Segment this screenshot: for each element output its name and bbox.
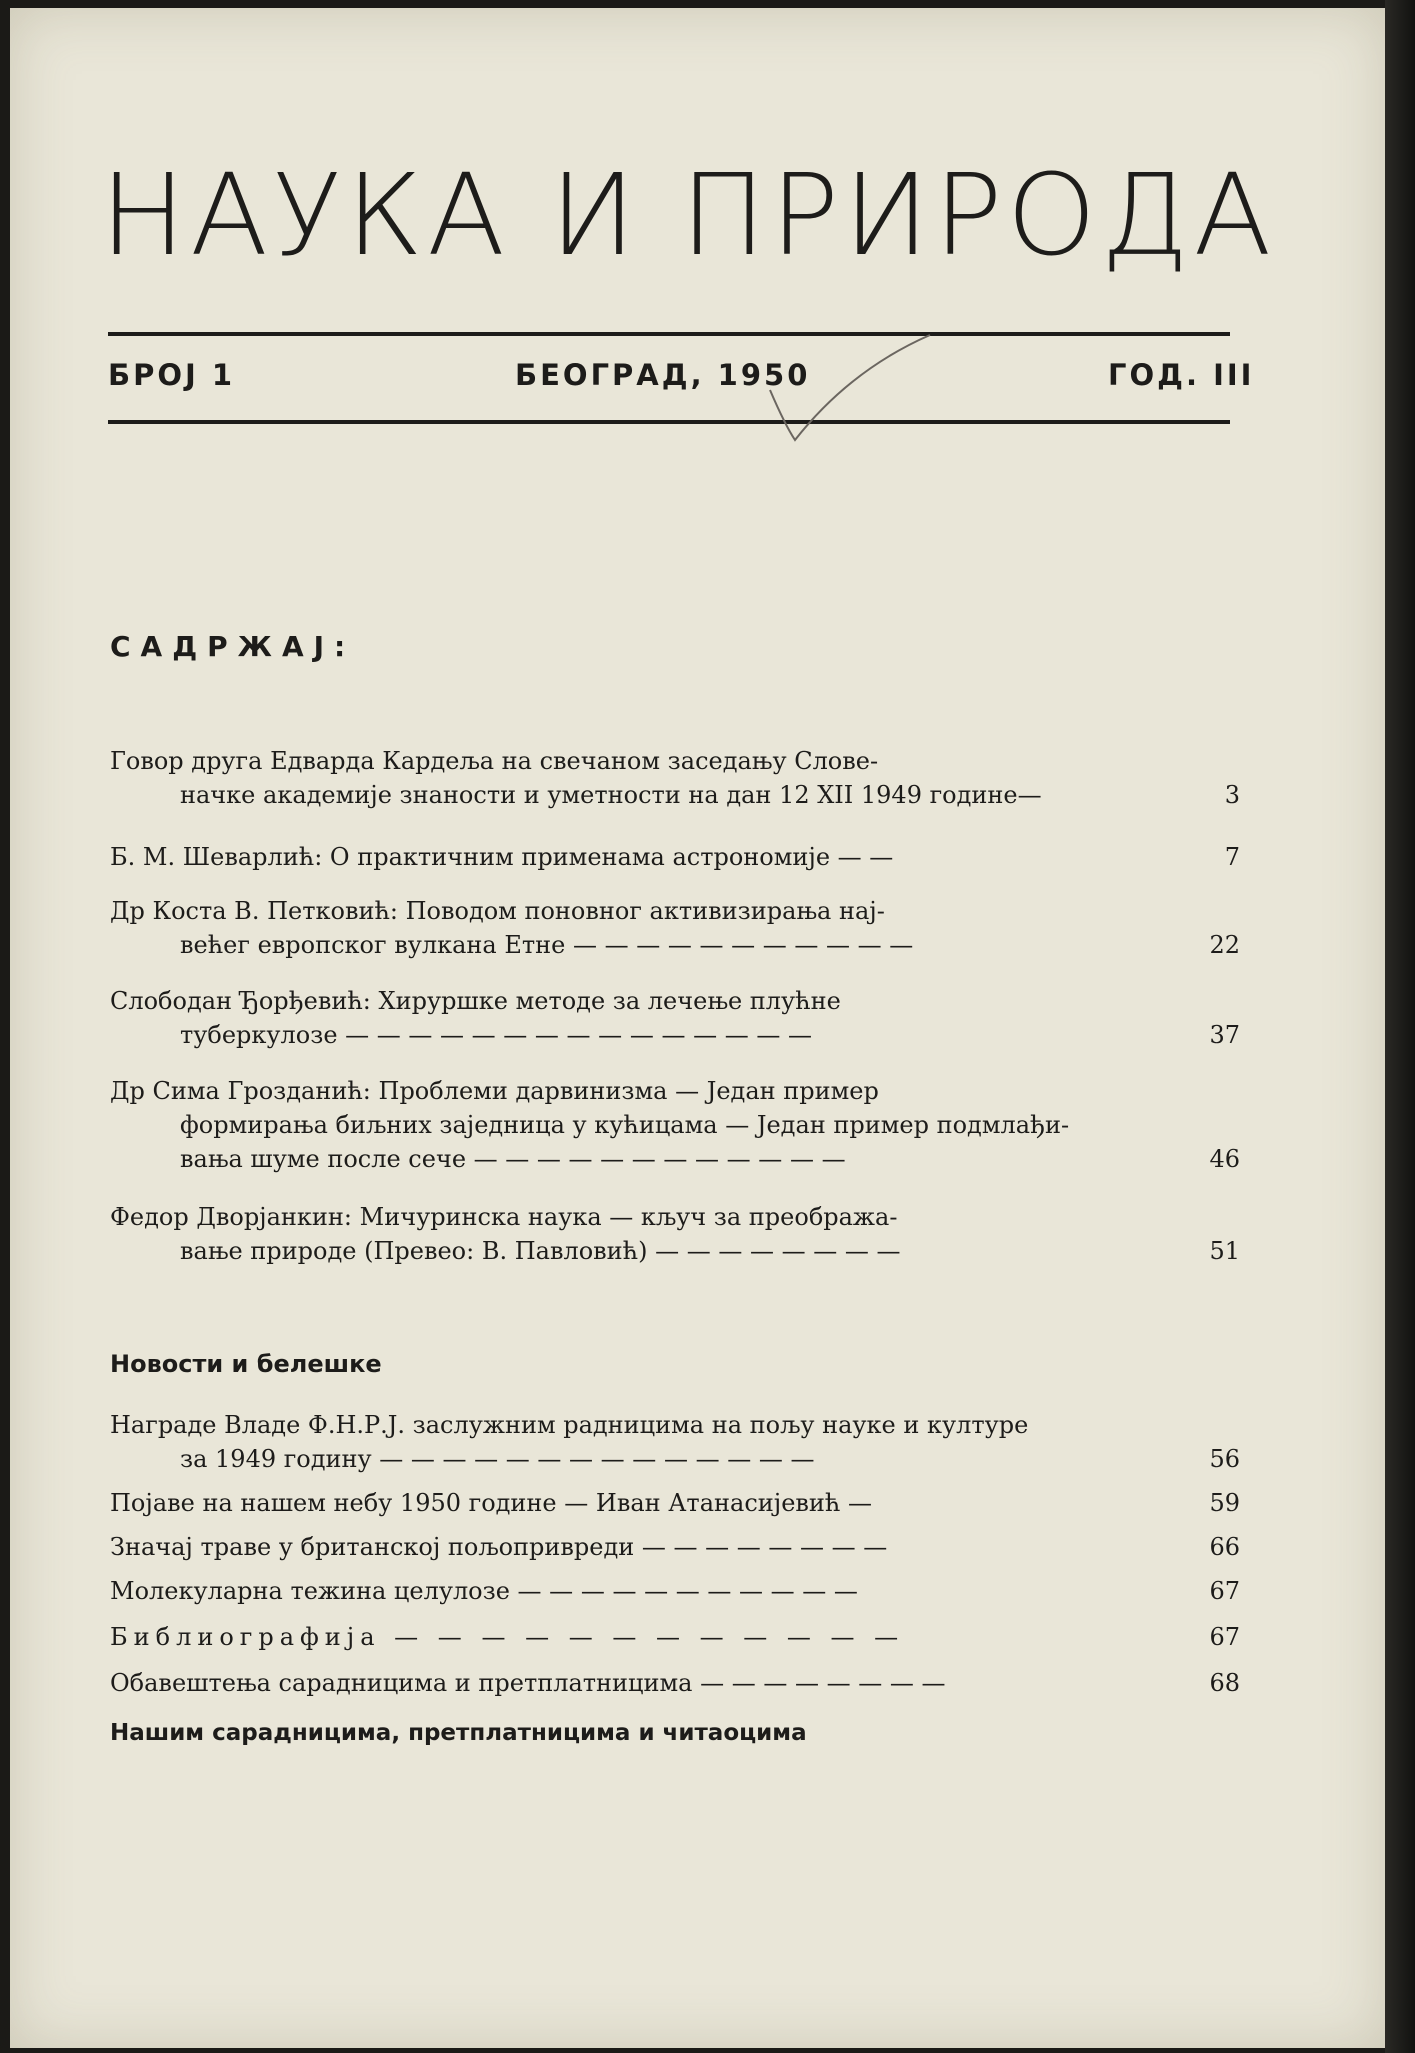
news-entry <box>110 1666 1240 1700</box>
contents-heading: САДРЖАЈ: <box>110 630 356 663</box>
news-entry <box>110 1530 1240 1564</box>
binding-edge <box>1385 0 1415 2053</box>
volume-year: ГОД. III <box>1108 358 1255 392</box>
page-number: 59 <box>1209 1489 1240 1517</box>
article-entry <box>110 1200 1240 1268</box>
page-number: 68 <box>1209 1669 1240 1697</box>
entry-line: Др Сима Грозданић: Проблеми дарвинизма — Један пример <box>110 1077 879 1105</box>
news-entry <box>110 1486 1240 1520</box>
entry-line: начке академије знаности и уметности на дан 12 XII 1949 године— <box>180 781 1042 809</box>
issue-number: БРОЈ 1 <box>108 358 236 392</box>
article-entry <box>110 840 1240 874</box>
news-entry <box>110 1574 1240 1608</box>
article-entry <box>110 894 1240 962</box>
pencil-mark <box>760 330 940 450</box>
top-rule <box>108 332 1230 336</box>
entry-line: Библиографија — — — — — — — — — — — — <box>110 1623 905 1651</box>
article-entry <box>110 984 1240 1052</box>
page-number: 66 <box>1209 1533 1240 1561</box>
entry-line: Федор Дворјанкин: Мичуринска наука — кључ за преобража- <box>110 1203 898 1231</box>
entry-line: Обавештења сарадницима и претплатницима — — — — — — — — <box>110 1669 946 1697</box>
entry-line: већег европског вулкана Етне — — — — — — — — — — — <box>180 931 914 959</box>
page-number: 51 <box>1209 1237 1240 1265</box>
bottom-rule <box>108 420 1230 424</box>
article-entry <box>110 1074 1240 1176</box>
entry-line: Појаве на нашем небу 1950 године — Иван Атанасијевић — <box>110 1489 872 1517</box>
news-entry <box>110 1620 1240 1654</box>
journal-title: НАУКА И ПРИРОДА <box>100 151 1276 281</box>
entry-line: вања шуме после сече — — — — — — — — — — — — <box>180 1145 846 1173</box>
article-entry <box>110 744 1240 812</box>
news-heading: Новости и белешке <box>110 1350 382 1378</box>
entry-line: Награде Владе Ф.Н.Р.Ј. заслужним радницима на пољу науке и културе <box>110 1411 1029 1439</box>
page-number: 46 <box>1209 1145 1240 1173</box>
place-and-date: БЕОГРАД, 1950 <box>515 358 811 392</box>
entry-line: Б. М. Шеварлић: О практичним применама астрономије — — <box>110 843 894 871</box>
closing-note: Нашим сарадницима, претплатницима и читаоцима <box>110 1720 807 1746</box>
page-number: 56 <box>1209 1445 1240 1473</box>
page-number: 67 <box>1209 1623 1240 1651</box>
entry-line: туберкулозе — — — — — — — — — — — — — — — <box>180 1021 812 1049</box>
news-entry <box>110 1408 1240 1476</box>
page-number: 37 <box>1209 1021 1240 1049</box>
entry-line: Значај траве у британској пољопривреди — — — — — — — — <box>110 1533 888 1561</box>
page-number: 67 <box>1209 1577 1240 1605</box>
page-number: 3 <box>1224 781 1240 809</box>
entry-line: формирања биљних заједница у кућицама — Један пример подмлађи- <box>180 1111 1070 1139</box>
entry-line: вање природе (Превео: В. Павловић) — — — — — — — — <box>180 1237 901 1265</box>
entry-line: Говор друга Едварда Кардеља на свечаном заседању Слове- <box>110 747 879 775</box>
entry-line: за 1949 годину — — — — — — — — — — — — — — <box>180 1445 815 1473</box>
entry-line: Слободан Ђорђевић: Хируршке методе за лечење плућне <box>110 987 841 1015</box>
entry-line: Молекуларна тежина целулозе — — — — — — — — — — — <box>110 1577 858 1605</box>
page-number: 22 <box>1209 931 1240 959</box>
entry-line: Др Коста В. Петковић: Поводом поновног активизирања нај- <box>110 897 885 925</box>
page-number: 7 <box>1224 843 1240 871</box>
